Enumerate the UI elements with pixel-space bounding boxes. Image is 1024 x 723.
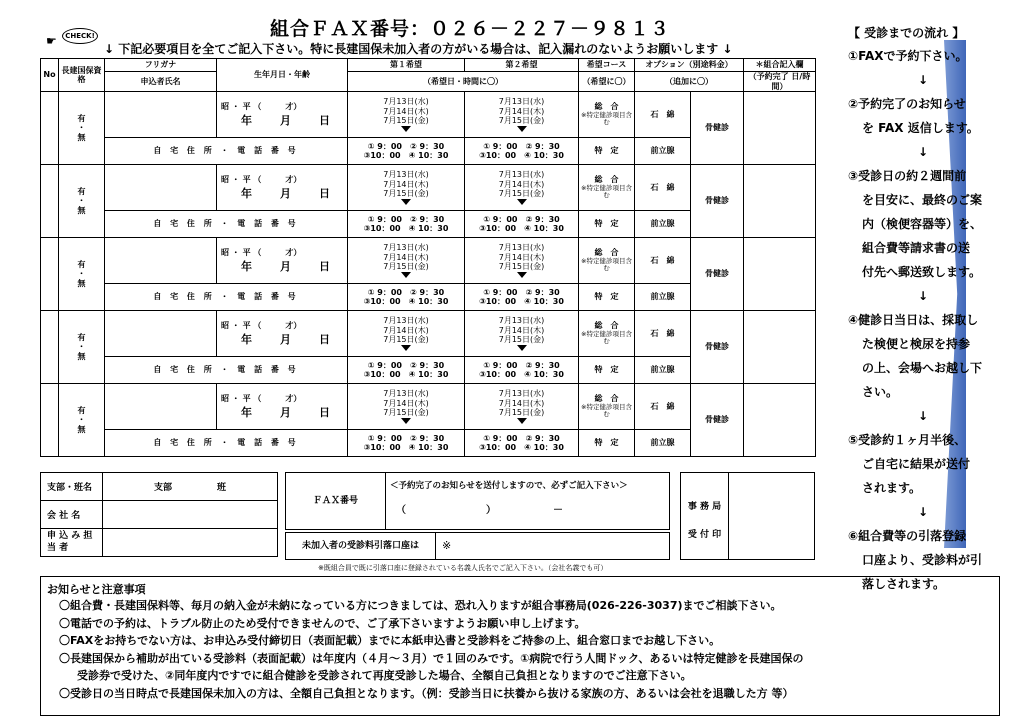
uninsured-account-field[interactable]: ※ bbox=[442, 539, 452, 552]
date-option[interactable]: 7月15日(金) bbox=[383, 335, 429, 345]
down-arrow-icon: ↓ bbox=[917, 145, 929, 159]
down-arrow-icon bbox=[401, 126, 411, 132]
hope2-dates[interactable] bbox=[465, 311, 579, 357]
flow-step-3-cont: 組合費等請求書の送 bbox=[862, 241, 971, 255]
flow-step-5-cont: ご自宅に結果が送付 bbox=[862, 457, 971, 471]
company-field[interactable] bbox=[103, 501, 278, 529]
hope1-dates[interactable] bbox=[348, 92, 465, 138]
hope2-times[interactable] bbox=[465, 211, 579, 238]
qualification-yes[interactable]: 有 bbox=[77, 186, 86, 196]
time-option[interactable]: ① 9：00 ② 9：30 bbox=[367, 433, 445, 443]
qualification-yes[interactable]: 有 bbox=[77, 259, 86, 269]
date-option[interactable]: 7月14日(木) bbox=[498, 106, 545, 116]
hope1-dates[interactable] bbox=[348, 165, 465, 211]
flow-step-3: ③受診日の約２週間前 bbox=[848, 169, 967, 183]
flow-step-3-cont: を目安に、最終のご案 bbox=[862, 193, 983, 207]
down-arrow-icon bbox=[401, 345, 411, 351]
col-hope2: 第２希望 bbox=[465, 59, 579, 72]
option-bone[interactable]: 骨健診 bbox=[691, 311, 744, 384]
option-prostate[interactable]: 前立腺 bbox=[635, 284, 691, 311]
note-item: 〇長建国保から補助が出ている受診料（表面記載）は年度内（４月～３月）で１回のみです。①病院で行う人間ドック、あるいは特定健診を長建国保の bbox=[59, 651, 804, 665]
flow-header: 【 受診までの流れ 】 bbox=[848, 26, 965, 40]
row-number-cell[interactable] bbox=[41, 384, 59, 457]
flow-step-4-cont: の上、会場へお越し下 bbox=[862, 361, 983, 375]
option-bone[interactable]: 骨健診 bbox=[691, 165, 744, 238]
date-option[interactable]: 7月13日(水) bbox=[498, 389, 545, 399]
date-option[interactable]: 7月14日(木) bbox=[383, 398, 429, 408]
down-arrow-icon: ↓ bbox=[917, 505, 929, 519]
hope1-times[interactable] bbox=[348, 138, 465, 165]
date-option[interactable]: 7月14日(木) bbox=[498, 325, 545, 335]
notes-box bbox=[40, 576, 1000, 716]
qualification-choice[interactable] bbox=[59, 384, 105, 457]
date-option[interactable]: 7月15日(金) bbox=[383, 116, 429, 126]
qualification-yes[interactable]: 有 bbox=[77, 332, 86, 342]
flow-step-5: ⑤受診約１ヶ月半後、 bbox=[848, 433, 967, 447]
qualification-choice[interactable] bbox=[59, 238, 105, 311]
date-option[interactable]: 7月13日(水) bbox=[383, 316, 429, 326]
flow-step-4-cont: た検便と検尿を持参 bbox=[862, 337, 971, 351]
course-general[interactable] bbox=[579, 92, 635, 138]
applicant-label: 申 込 み 担 当 者 bbox=[41, 529, 103, 557]
date-option[interactable]: 7月13日(水) bbox=[383, 97, 429, 107]
option-asbestos[interactable]: 石 綿 bbox=[635, 92, 691, 138]
address-phone-label[interactable]: 自 宅 住 所 ・ 電 話 番 号 bbox=[105, 357, 348, 384]
row-number-cell[interactable] bbox=[41, 238, 59, 311]
time-option[interactable]: ③10：00 ④ 10：30 bbox=[363, 224, 449, 234]
course-note: ※特定健診項目含む bbox=[581, 256, 632, 273]
time-option[interactable]: ③10：00 ④ 10：30 bbox=[479, 224, 564, 234]
course-general-label: 総 合 bbox=[594, 248, 619, 258]
qualification-dot: ・ bbox=[77, 342, 86, 352]
birth-era: 昭 ・ 平 （ 才） bbox=[221, 102, 302, 112]
note-item: 〇組合費・長建国保料等、毎月の納入金が未納になっている方につきましては、恐れ入りますが組合事務局(026-226-3037)までご相談下さい。 bbox=[59, 599, 782, 612]
uninsured-account-box bbox=[285, 532, 670, 560]
row-number-cell[interactable] bbox=[41, 311, 59, 384]
hope2-times[interactable] bbox=[465, 430, 579, 457]
date-option[interactable]: 7月15日(金) bbox=[383, 262, 429, 272]
course-specific[interactable]: 特 定 bbox=[579, 430, 635, 457]
name-field[interactable] bbox=[105, 238, 217, 284]
hope2-dates[interactable] bbox=[465, 165, 579, 211]
reception-stamp-label: 受 付 印 bbox=[687, 530, 722, 540]
flow-step-2-cont: を FAX 返信します。 bbox=[862, 121, 979, 135]
course-general-label: 総 合 bbox=[594, 321, 619, 331]
down-arrow-icon: ↓ bbox=[917, 409, 929, 423]
time-option[interactable]: ① 9：00 ② 9：30 bbox=[483, 214, 560, 224]
hope2-dates[interactable] bbox=[465, 384, 579, 430]
address-phone-label[interactable]: 自 宅 住 所 ・ 電 話 番 号 bbox=[105, 284, 348, 311]
date-option[interactable]: 7月13日(水) bbox=[498, 97, 545, 107]
pointing-hand-icon: ☛ bbox=[46, 34, 57, 48]
option-bone[interactable]: 骨健診 bbox=[691, 384, 744, 457]
row-number-cell[interactable] bbox=[41, 92, 59, 165]
qualification-dot: ・ bbox=[77, 123, 86, 133]
qualification-dot: ・ bbox=[77, 269, 86, 279]
date-option[interactable]: 7月14日(木) bbox=[383, 325, 429, 335]
qualification-yes[interactable]: 有 bbox=[77, 405, 86, 415]
note-item: 〇受診日の当日時点で長建国保未加入の方は、全額自己負担となります。（例：受診当日に扶養から抜ける家族の方、あるいは会社を退職した方 等） bbox=[59, 686, 794, 700]
hope2-dates[interactable] bbox=[465, 92, 579, 138]
flow-step-5-cont: されます。 bbox=[862, 481, 922, 495]
date-option[interactable]: 7月15日(金) bbox=[383, 189, 429, 199]
name-field[interactable] bbox=[105, 165, 217, 211]
time-option[interactable]: ① 9：00 ② 9：30 bbox=[367, 141, 445, 151]
qualification-dot: ・ bbox=[77, 196, 86, 206]
course-general-label: 総 合 bbox=[594, 175, 619, 185]
option-asbestos[interactable]: 石 綿 bbox=[635, 165, 691, 211]
time-option[interactable]: ① 9：00 ② 9：30 bbox=[483, 287, 560, 297]
col-hope-sub: （希望日・時間に〇） bbox=[348, 72, 579, 92]
flow-step-4-cont: さい。 bbox=[862, 385, 899, 399]
date-option[interactable]: 7月14日(木) bbox=[498, 179, 545, 189]
col-qualification: 長建国保資格 bbox=[59, 59, 105, 92]
qualification-no[interactable]: 無 bbox=[77, 351, 86, 361]
hope1-dates[interactable] bbox=[348, 311, 465, 357]
fax-number-box bbox=[285, 472, 670, 530]
name-field[interactable] bbox=[105, 384, 217, 430]
birth-date: 年 月 日 bbox=[241, 405, 332, 419]
row-number-cell[interactable] bbox=[41, 165, 59, 238]
col-hope1: 第１希望 bbox=[348, 59, 465, 72]
hope2-dates[interactable] bbox=[465, 238, 579, 284]
flow-step-4: ④健診日当日は、採取し bbox=[848, 313, 979, 327]
flow-step-6: ⑥組合費等の引落登録 bbox=[848, 529, 967, 543]
course-note: ※特定健診項目含む bbox=[581, 402, 632, 419]
flow-step-6-cont: 口座より、受診料が引 bbox=[862, 553, 983, 567]
time-option[interactable]: ③10：00 ④ 10：30 bbox=[363, 370, 449, 380]
date-option[interactable]: 7月14日(木) bbox=[383, 252, 429, 262]
date-option[interactable]: 7月13日(水) bbox=[498, 170, 545, 180]
note-item: 〇電話での予約は、トラブル防止のため受付できませんので、ご了承下さいますようお願い申し上げます。 bbox=[59, 616, 586, 630]
address-phone-label[interactable]: 自 宅 住 所 ・ 電 話 番 号 bbox=[105, 211, 348, 238]
kumiai-field bbox=[744, 165, 816, 238]
branch-field[interactable]: 支部 班 bbox=[103, 473, 278, 501]
time-option[interactable]: ③10：00 ④ 10：30 bbox=[479, 297, 564, 307]
fax-label: ＦＡＸ番号 bbox=[286, 473, 386, 529]
col-course-sub: （希望に〇） bbox=[579, 72, 635, 92]
date-option[interactable]: 7月14日(木) bbox=[498, 398, 545, 408]
applicant-field[interactable] bbox=[103, 529, 278, 557]
date-option[interactable]: 7月15日(金) bbox=[498, 408, 545, 418]
course-general-label: 総 合 bbox=[594, 102, 619, 112]
down-arrow-icon bbox=[401, 272, 411, 278]
birth-field[interactable] bbox=[217, 311, 348, 357]
col-kumiai: ＊組合記入欄 bbox=[744, 59, 816, 72]
qualification-no[interactable]: 無 bbox=[77, 205, 86, 215]
col-option-sub: （追加に〇） bbox=[635, 72, 744, 92]
date-option[interactable]: 7月14日(木) bbox=[383, 106, 429, 116]
time-option[interactable]: ③10：00 ④ 10：30 bbox=[479, 151, 564, 161]
fax-field[interactable]: （ ） － bbox=[396, 505, 571, 516]
date-option[interactable]: 7月13日(水) bbox=[383, 389, 429, 399]
kumiai-field bbox=[744, 238, 816, 311]
qualification-no[interactable]: 無 bbox=[77, 132, 86, 142]
hope1-times[interactable] bbox=[348, 284, 465, 311]
option-prostate[interactable]: 前立腺 bbox=[635, 211, 691, 238]
time-option[interactable]: ① 9：00 ② 9：30 bbox=[483, 360, 560, 370]
time-option[interactable]: ③10：00 ④ 10：30 bbox=[363, 443, 449, 453]
kumiai-field bbox=[744, 92, 816, 165]
down-arrow-icon bbox=[401, 199, 411, 205]
hope2-times[interactable] bbox=[465, 284, 579, 311]
col-course: 希望コース bbox=[579, 59, 635, 72]
date-option[interactable]: 7月13日(水) bbox=[498, 316, 545, 326]
course-general[interactable] bbox=[579, 238, 635, 284]
hope2-times[interactable] bbox=[465, 138, 579, 165]
qualification-no[interactable]: 無 bbox=[77, 278, 86, 288]
qualification-choice[interactable] bbox=[59, 92, 105, 165]
date-option[interactable]: 7月13日(水) bbox=[498, 243, 545, 253]
date-option[interactable]: 7月15日(金) bbox=[498, 189, 545, 199]
birth-date: 年 月 日 bbox=[241, 332, 332, 346]
application-rows bbox=[41, 92, 816, 457]
date-option[interactable]: 7月13日(水) bbox=[383, 243, 429, 253]
hope1-dates[interactable] bbox=[348, 384, 465, 430]
check-badge: CHECK! bbox=[62, 28, 98, 44]
col-birth: 生年月日・年齢 bbox=[217, 59, 348, 92]
course-note: ※特定健診項目含む bbox=[581, 183, 632, 200]
down-arrow-icon bbox=[517, 272, 527, 278]
branch-info-table bbox=[40, 472, 278, 557]
office-label: 事 務 局 bbox=[687, 502, 722, 512]
flow-step-3-cont: 内（検便容器等）を、 bbox=[862, 217, 983, 231]
hope1-times[interactable] bbox=[348, 357, 465, 384]
time-option[interactable]: ① 9：00 ② 9：30 bbox=[483, 141, 560, 151]
down-arrow-icon bbox=[517, 199, 527, 205]
option-bone[interactable]: 骨健診 bbox=[691, 238, 744, 311]
flow-step-6-cont: 落しされます。 bbox=[862, 577, 946, 591]
time-option[interactable]: ③10：00 ④ 10：30 bbox=[479, 443, 564, 453]
date-option[interactable]: 7月15日(金) bbox=[498, 262, 545, 272]
branch-label: 支部・班名 bbox=[41, 473, 103, 501]
footnote: ※既組合員で既に引落口座に登録されている名義人氏名でご記入下さい。（会社名義でも可） bbox=[318, 564, 608, 572]
option-prostate[interactable]: 前立腺 bbox=[635, 357, 691, 384]
option-prostate[interactable]: 前立腺 bbox=[635, 138, 691, 165]
flow-step-2: ②予約完了のお知らせ bbox=[848, 97, 966, 111]
application-table bbox=[40, 58, 816, 457]
qualification-choice[interactable] bbox=[59, 311, 105, 384]
birth-field[interactable] bbox=[217, 92, 348, 138]
course-general-label: 総 合 bbox=[594, 394, 619, 404]
col-furigana: フリガナ bbox=[105, 59, 217, 72]
address-phone-label[interactable]: 自 宅 住 所 ・ 電 話 番 号 bbox=[105, 430, 348, 457]
birth-date: 年 月 日 bbox=[241, 259, 332, 273]
down-arrow-icon: ↓ bbox=[917, 73, 929, 87]
down-arrow-icon bbox=[517, 418, 527, 424]
course-specific[interactable]: 特 定 bbox=[579, 211, 635, 238]
fax-message: ＜予約完了のお知らせを送付しますので、必ずご記入下さい＞ bbox=[390, 481, 628, 491]
birth-field[interactable] bbox=[217, 165, 348, 211]
option-asbestos[interactable]: 石 綿 bbox=[635, 238, 691, 284]
time-option[interactable]: ③10：00 ④ 10：30 bbox=[479, 370, 564, 380]
down-arrow-icon bbox=[401, 418, 411, 424]
flow-step-1: ①FAXで予約下さい。 bbox=[848, 49, 968, 63]
qualification-yes[interactable]: 有 bbox=[77, 113, 86, 123]
birth-era: 昭 ・ 平 （ 才） bbox=[221, 175, 302, 185]
time-option[interactable]: ① 9：00 ② 9：30 bbox=[367, 214, 445, 224]
hope1-times[interactable] bbox=[348, 211, 465, 238]
course-general[interactable] bbox=[579, 384, 635, 430]
office-stamp-box bbox=[680, 472, 815, 560]
time-option[interactable]: ① 9：00 ② 9：30 bbox=[367, 287, 445, 297]
kumiai-field bbox=[744, 311, 816, 384]
date-option[interactable]: 7月15日(金) bbox=[498, 116, 545, 126]
date-option[interactable]: 7月14日(木) bbox=[383, 179, 429, 189]
down-arrow-icon bbox=[517, 345, 527, 351]
hope1-dates[interactable] bbox=[348, 238, 465, 284]
hope2-times[interactable] bbox=[465, 357, 579, 384]
course-specific[interactable]: 特 定 bbox=[579, 357, 635, 384]
col-name: 申込者氏名 bbox=[105, 72, 217, 92]
note-item: 〇FAXをお持ちでない方は、お申込み受付締切日（表面記載）までに本紙申込書と受診料をご持参の上、組合窓口までお越し下さい。 bbox=[59, 634, 721, 647]
notes-header: お知らせと注意事項 bbox=[47, 583, 146, 596]
qualification-choice[interactable] bbox=[59, 165, 105, 238]
course-general[interactable] bbox=[579, 311, 635, 357]
down-arrow-icon bbox=[517, 126, 527, 132]
qualification-dot: ・ bbox=[77, 415, 86, 425]
option-asbestos[interactable]: 石 綿 bbox=[635, 384, 691, 430]
course-specific[interactable]: 特 定 bbox=[579, 284, 635, 311]
down-arrow-icon: ↓ bbox=[917, 289, 929, 303]
date-option[interactable]: 7月15日(金) bbox=[498, 335, 545, 345]
course-note: ※特定健診項目含む bbox=[581, 329, 632, 346]
name-field[interactable] bbox=[105, 92, 217, 138]
time-option[interactable]: ① 9：00 ② 9：30 bbox=[483, 433, 560, 443]
time-option[interactable]: ③10：00 ④ 10：30 bbox=[363, 297, 449, 307]
date-option[interactable]: 7月15日(金) bbox=[383, 408, 429, 418]
time-option[interactable]: ① 9：00 ② 9：30 bbox=[367, 360, 445, 370]
col-kumiai-sub: （予約完了 日/時間） bbox=[744, 72, 816, 92]
date-option[interactable]: 7月14日(木) bbox=[498, 252, 545, 262]
course-note: ※特定健診項目含む bbox=[581, 110, 632, 127]
date-option[interactable]: 7月13日(水) bbox=[383, 170, 429, 180]
birth-field[interactable] bbox=[217, 238, 348, 284]
option-bone[interactable]: 骨健診 bbox=[691, 92, 744, 165]
page-title: 組合ＦＡＸ番号：０２６－２２７－９８１３ bbox=[270, 18, 671, 40]
birth-date: 年 月 日 bbox=[241, 186, 332, 200]
course-general[interactable] bbox=[579, 165, 635, 211]
flow-step-3-cont: 付先へ郵送致します。 bbox=[862, 265, 982, 279]
uninsured-account-label: 未加入者の受診料引落口座は bbox=[286, 533, 436, 559]
birth-era: 昭 ・ 平 （ 才） bbox=[221, 394, 302, 404]
kumiai-field bbox=[744, 384, 816, 457]
hope1-times[interactable] bbox=[348, 430, 465, 457]
flow-steps bbox=[848, 44, 998, 596]
course-specific[interactable]: 特 定 bbox=[579, 138, 635, 165]
name-field[interactable] bbox=[105, 311, 217, 357]
office-stamp-label bbox=[681, 473, 729, 559]
birth-field[interactable] bbox=[217, 384, 348, 430]
note-item-cont: 受診券で受けた、②同年度内ですでに組合健診を受診されて再度受診した場合、全額自己負担となりますのでご注意下さい。 bbox=[77, 669, 692, 682]
address-phone-label[interactable]: 自 宅 住 所 ・ 電 話 番 号 bbox=[105, 138, 348, 165]
option-asbestos[interactable]: 石 綿 bbox=[635, 311, 691, 357]
notice-text: ↓ 下記必要項目を全てご記入下さい。特に長建国保未加入者の方がいる場合は、記入漏れのないようお願いします ↓ bbox=[104, 42, 733, 56]
company-label: 会 社 名 bbox=[41, 501, 103, 529]
birth-date: 年 月 日 bbox=[241, 113, 332, 127]
birth-era: 昭 ・ 平 （ 才） bbox=[221, 248, 302, 258]
option-prostate[interactable]: 前立腺 bbox=[635, 430, 691, 457]
col-no: No bbox=[41, 59, 59, 92]
birth-era: 昭 ・ 平 （ 才） bbox=[221, 321, 302, 331]
qualification-no[interactable]: 無 bbox=[77, 424, 86, 434]
time-option[interactable]: ③10：00 ④ 10：30 bbox=[363, 151, 449, 161]
col-option: オプション（別途料金） bbox=[635, 59, 744, 72]
